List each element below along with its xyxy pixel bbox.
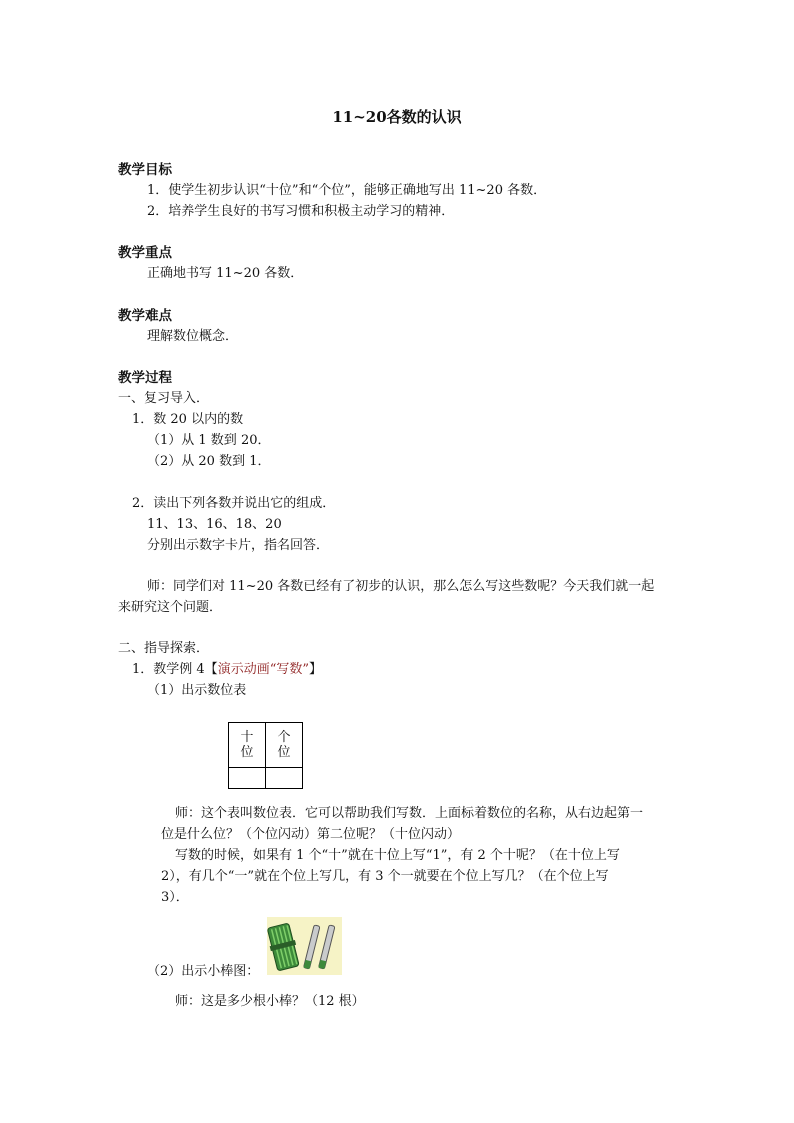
- step2-numbers: 11、13、16、18、20: [147, 517, 282, 532]
- key-points-text: 正确地书写 11~20 各数．: [147, 266, 304, 281]
- example-prefix: 1．教学例 4【: [132, 662, 218, 677]
- paragraph-line: 写数的时候，如果有 1 个“十”就在十位上写“1”，有 2 个十呢？（在十位上写: [175, 848, 620, 863]
- tens-header: 十 位: [229, 723, 266, 768]
- sub-step: （1）出示数位表: [147, 683, 247, 698]
- sticks-icon: [267, 917, 342, 975]
- difficulties-text: 理解数位概念．: [147, 329, 239, 344]
- sticks-image: [267, 917, 342, 975]
- ones-header: 个 位: [266, 723, 303, 768]
- process-heading: 教学过程: [118, 370, 172, 386]
- step2-note: 分别出示数字卡片，指名回答．: [147, 538, 330, 553]
- page-title: 11~20各数的认识: [332, 108, 462, 126]
- paragraph-line: 3）．: [161, 890, 189, 905]
- paragraph-line: 2），有几个“一”就在个位上写几，有 3 个一就要在个位上写几？（在个位上写: [161, 869, 609, 884]
- difficulties-heading: 教学难点: [118, 308, 172, 324]
- example-suffix: 】: [308, 662, 322, 677]
- teacher-question: 师：这是多少根小棒？（12 根）: [175, 994, 365, 1009]
- objective-item: 1．使学生初步认识“十位”和“个位”，能够正确地写出 11~20 各数．: [147, 183, 547, 198]
- animation-link[interactable]: 演示动画“写数”: [217, 662, 309, 677]
- paragraph-line: 位是什么位？（个位闪动）第二位呢？（十位闪动）: [161, 827, 461, 842]
- sub-step: （2）出示小棒图：: [147, 964, 260, 979]
- example-label: [132, 662, 322, 678]
- step1-label: 1．数 20 以内的数: [132, 412, 244, 427]
- paragraph-line: 师：这个表叫数位表．它可以帮助我们写数．上面标着数位的名称，从右边起第一: [175, 806, 644, 821]
- key-points-heading: 教学重点: [118, 245, 172, 261]
- ones-cell: [266, 768, 303, 789]
- teacher-line: 来研究这个问题．: [118, 600, 223, 615]
- part2-heading: 二、指导探索．: [118, 641, 210, 656]
- step1-sub: （2）从 20 数到 1．: [147, 454, 271, 469]
- part1-heading: 一、复习导入．: [118, 391, 210, 406]
- place-value-table: [228, 722, 303, 789]
- step1-sub: （1）从 1 数到 20．: [147, 433, 271, 448]
- teacher-line: 师：同学们对 11~20 各数已经有了初步的认识，那么怎么写这些数呢？今天我们就一起: [147, 579, 655, 594]
- step2-label: 2．读出下列各数并说出它的组成．: [132, 496, 336, 511]
- tens-cell: [229, 768, 266, 789]
- objectives-heading: 教学目标: [118, 162, 172, 178]
- objective-item: 2．培养学生良好的书写习惯和积极主动学习的精神．: [147, 204, 455, 219]
